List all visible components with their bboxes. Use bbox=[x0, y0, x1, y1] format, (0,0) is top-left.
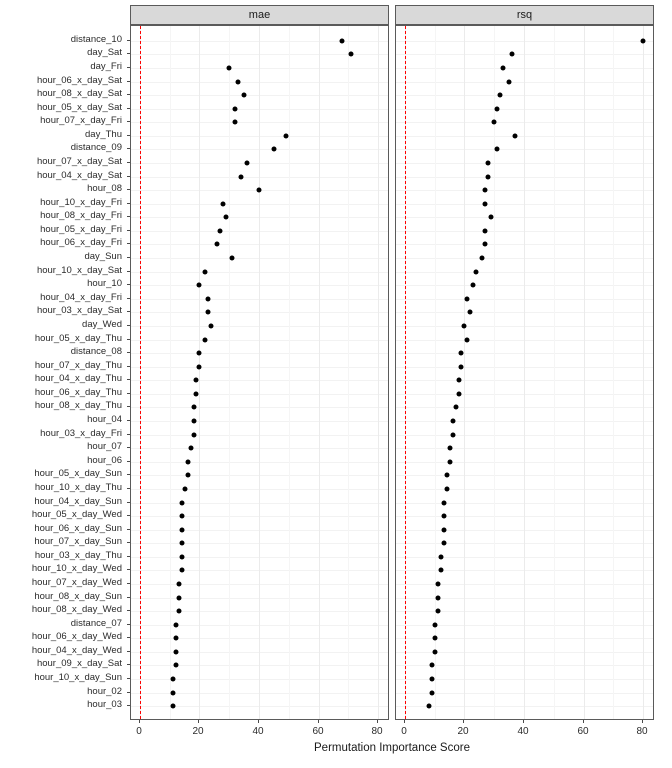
data-point bbox=[173, 622, 178, 627]
y-axis-tick bbox=[127, 474, 130, 475]
data-point bbox=[432, 636, 437, 641]
data-point bbox=[432, 649, 437, 654]
y-axis-tick bbox=[127, 230, 130, 231]
gridline-vertical-minor bbox=[289, 26, 290, 719]
facet-strip-label: rsq bbox=[395, 5, 654, 25]
y-axis-label: hour_10_x_day_Thu bbox=[34, 481, 122, 493]
data-point bbox=[206, 310, 211, 315]
y-axis-tick bbox=[127, 434, 130, 435]
y-axis-label: hour_02 bbox=[87, 685, 122, 697]
y-axis-label: hour_04_x_day_Sun bbox=[34, 495, 122, 507]
data-point bbox=[459, 351, 464, 356]
y-axis-label: hour_07_x_day_Thu bbox=[34, 359, 122, 371]
data-point bbox=[194, 391, 199, 396]
y-axis-tick bbox=[127, 135, 130, 136]
data-point bbox=[450, 432, 455, 437]
y-axis-tick bbox=[127, 121, 130, 122]
y-axis-tick bbox=[127, 148, 130, 149]
y-axis-tick bbox=[127, 352, 130, 353]
data-point bbox=[432, 622, 437, 627]
y-axis-label: hour_05_x_day_Wed bbox=[31, 509, 122, 521]
data-point bbox=[182, 486, 187, 491]
data-point bbox=[441, 541, 446, 546]
x-axis-tick bbox=[642, 720, 643, 723]
y-axis-tick bbox=[127, 705, 130, 706]
x-axis-tick-label: 20 bbox=[192, 726, 204, 737]
data-point bbox=[453, 405, 458, 410]
data-point bbox=[221, 201, 226, 206]
data-point bbox=[188, 446, 193, 451]
y-axis-label: hour_05_x_day_Thu bbox=[34, 332, 122, 344]
data-point bbox=[218, 228, 223, 233]
data-point bbox=[185, 459, 190, 464]
data-point bbox=[206, 296, 211, 301]
data-point bbox=[429, 690, 434, 695]
y-axis-tick bbox=[127, 542, 130, 543]
y-axis-label: hour_09_x_day_Sat bbox=[36, 658, 122, 670]
y-axis-tick bbox=[127, 53, 130, 54]
gridline-vertical bbox=[199, 26, 200, 719]
y-axis-label: hour_05_x_day_Sat bbox=[36, 101, 122, 113]
data-point bbox=[447, 459, 452, 464]
gridline-vertical-minor bbox=[170, 26, 171, 719]
y-axis-label: day_Fri bbox=[90, 60, 122, 72]
y-axis-label: hour_10_x_day_Wed bbox=[31, 563, 122, 575]
y-axis-tick bbox=[127, 40, 130, 41]
y-axis-tick bbox=[127, 366, 130, 367]
y-axis-label: hour_08_x_day_Sun bbox=[34, 590, 122, 602]
x-axis-tick-label: 60 bbox=[577, 726, 589, 737]
y-axis-tick bbox=[127, 257, 130, 258]
y-axis-label: hour_06_x_day_Sat bbox=[36, 74, 122, 86]
data-point bbox=[215, 242, 220, 247]
data-point bbox=[489, 215, 494, 220]
y-axis-label: hour_08_x_day_Thu bbox=[34, 400, 122, 412]
y-axis-tick bbox=[127, 189, 130, 190]
y-axis-label: distance_08 bbox=[70, 346, 122, 358]
data-point bbox=[462, 323, 467, 328]
data-point bbox=[170, 677, 175, 682]
gridline-vertical bbox=[584, 26, 585, 719]
y-axis-tick bbox=[127, 271, 130, 272]
data-point bbox=[191, 419, 196, 424]
data-point bbox=[179, 554, 184, 559]
data-point bbox=[179, 514, 184, 519]
x-axis-tick bbox=[139, 720, 140, 723]
data-point bbox=[179, 541, 184, 546]
y-axis-tick bbox=[127, 176, 130, 177]
data-point bbox=[179, 527, 184, 532]
data-point bbox=[185, 473, 190, 478]
data-point bbox=[197, 283, 202, 288]
x-axis-tick bbox=[318, 720, 319, 723]
x-axis-tick bbox=[198, 720, 199, 723]
y-axis-tick bbox=[127, 311, 130, 312]
gridline-vertical-minor bbox=[494, 26, 495, 719]
y-axis-label: day_Thu bbox=[85, 128, 122, 140]
y-axis-label: hour_07_x_day_Wed bbox=[31, 576, 122, 588]
y-axis-label: hour_10_x_day_Sun bbox=[34, 672, 122, 684]
gridline-vertical-minor bbox=[229, 26, 230, 719]
data-point bbox=[429, 663, 434, 668]
y-axis-tick bbox=[127, 447, 130, 448]
x-axis-tick bbox=[523, 720, 524, 723]
data-point bbox=[173, 649, 178, 654]
y-axis-label: hour_10_x_day_Sat bbox=[36, 264, 122, 276]
x-axis-tick bbox=[258, 720, 259, 723]
data-point bbox=[510, 52, 515, 57]
data-point bbox=[340, 38, 345, 43]
y-axis-tick bbox=[127, 488, 130, 489]
data-point bbox=[498, 93, 503, 98]
y-axis-label: hour_06_x_day_Sun bbox=[34, 522, 122, 534]
gridline-vertical bbox=[259, 26, 260, 719]
data-point bbox=[239, 174, 244, 179]
data-point bbox=[486, 174, 491, 179]
data-point bbox=[271, 147, 276, 152]
y-axis-label: hour_03_x_day_Fri bbox=[40, 427, 122, 439]
data-point bbox=[179, 568, 184, 573]
x-axis-tick-label: 40 bbox=[517, 726, 529, 737]
x-axis-tick-label: 40 bbox=[252, 726, 264, 737]
x-axis-title: Permutation Importance Score bbox=[314, 742, 470, 754]
data-point bbox=[468, 310, 473, 315]
data-point bbox=[456, 391, 461, 396]
plot-panel-rsq bbox=[395, 25, 654, 720]
data-point bbox=[450, 419, 455, 424]
data-point bbox=[426, 704, 431, 709]
data-point bbox=[176, 581, 181, 586]
facet-strip-label: mae bbox=[130, 5, 389, 25]
y-axis-tick bbox=[127, 502, 130, 503]
data-point bbox=[209, 323, 214, 328]
y-axis-tick bbox=[127, 597, 130, 598]
zero-reference-line bbox=[140, 26, 141, 719]
x-axis-tick bbox=[583, 720, 584, 723]
y-axis-label: hour_05_x_day_Sun bbox=[34, 468, 122, 480]
data-point bbox=[483, 188, 488, 193]
y-axis-tick bbox=[127, 529, 130, 530]
y-axis-tick bbox=[127, 298, 130, 299]
data-point bbox=[480, 256, 485, 261]
y-axis-tick bbox=[127, 678, 130, 679]
y-axis-tick bbox=[127, 461, 130, 462]
y-axis-tick bbox=[127, 81, 130, 82]
y-axis-tick bbox=[127, 583, 130, 584]
y-axis-tick bbox=[127, 406, 130, 407]
data-point bbox=[191, 432, 196, 437]
y-axis-tick bbox=[127, 339, 130, 340]
data-point bbox=[513, 133, 518, 138]
y-axis-label: hour_05_x_day_Fri bbox=[40, 223, 122, 235]
y-axis-label: day_Wed bbox=[82, 318, 122, 330]
data-point bbox=[495, 147, 500, 152]
y-axis-label: hour_03 bbox=[87, 699, 122, 711]
y-axis-label: hour_07_x_day_Sat bbox=[36, 156, 122, 167]
data-point bbox=[492, 120, 497, 125]
data-point bbox=[176, 595, 181, 600]
data-point bbox=[191, 405, 196, 410]
data-point bbox=[349, 52, 354, 57]
x-axis-tick bbox=[377, 720, 378, 723]
data-point bbox=[224, 215, 229, 220]
data-point bbox=[435, 595, 440, 600]
x-axis-tick-label: 80 bbox=[371, 726, 383, 737]
data-point bbox=[429, 677, 434, 682]
y-axis-tick bbox=[127, 569, 130, 570]
plot-panel-mae bbox=[130, 25, 389, 720]
data-point bbox=[173, 636, 178, 641]
y-axis-tick bbox=[127, 216, 130, 217]
y-axis-tick bbox=[127, 203, 130, 204]
data-point bbox=[507, 79, 512, 84]
data-point bbox=[176, 609, 181, 614]
y-axis-label: hour_08 bbox=[87, 183, 122, 195]
data-point bbox=[438, 568, 443, 573]
data-point bbox=[435, 609, 440, 614]
y-axis-tick bbox=[127, 664, 130, 665]
x-axis-tick-label: 20 bbox=[457, 726, 469, 737]
y-axis-tick bbox=[127, 108, 130, 109]
zero-reference-line bbox=[405, 26, 406, 719]
y-axis-tick bbox=[127, 67, 130, 68]
y-axis-label: hour_04_x_day_Sat bbox=[36, 169, 122, 181]
gridline-vertical-minor bbox=[348, 26, 349, 719]
y-axis-label: hour_04_x_day_Wed bbox=[31, 644, 122, 656]
y-axis-label: day_Sat bbox=[87, 47, 122, 59]
y-axis-label: hour_04_x_day_Thu bbox=[34, 373, 122, 385]
y-axis-label: day_Sun bbox=[84, 251, 122, 263]
y-axis-label: hour_03_x_day_Sat bbox=[36, 305, 122, 317]
x-axis-tick-label: 60 bbox=[312, 726, 324, 737]
gridline-vertical bbox=[643, 26, 644, 719]
y-axis-label: hour_08_x_day_Sat bbox=[36, 88, 122, 100]
y-axis-tick bbox=[127, 393, 130, 394]
y-axis-tick bbox=[127, 624, 130, 625]
y-axis-label: distance_07 bbox=[70, 617, 122, 629]
data-point bbox=[459, 364, 464, 369]
data-point bbox=[501, 65, 506, 70]
data-point bbox=[245, 161, 250, 166]
data-point bbox=[441, 527, 446, 532]
gridline-vertical-minor bbox=[554, 26, 555, 719]
y-axis-label: hour_06_x_day_Thu bbox=[34, 386, 122, 398]
data-point bbox=[236, 79, 241, 84]
data-point bbox=[474, 269, 479, 274]
data-point bbox=[170, 704, 175, 709]
y-axis-tick bbox=[127, 651, 130, 652]
x-axis-tick bbox=[404, 720, 405, 723]
x-axis-tick-label: 0 bbox=[136, 726, 142, 737]
y-axis-label: hour_10_x_day_Fri bbox=[40, 196, 122, 208]
data-point bbox=[197, 351, 202, 356]
data-point bbox=[641, 38, 646, 43]
y-axis-tick bbox=[127, 284, 130, 285]
data-point bbox=[233, 120, 238, 125]
y-axis-tick bbox=[127, 637, 130, 638]
x-axis-tick-label: 0 bbox=[401, 726, 407, 737]
data-point bbox=[483, 242, 488, 247]
data-point bbox=[465, 337, 470, 342]
gridline-vertical-minor bbox=[435, 26, 436, 719]
data-point bbox=[441, 500, 446, 505]
data-point bbox=[230, 256, 235, 261]
data-point bbox=[242, 93, 247, 98]
y-axis-label: hour_06_x_day_Fri bbox=[40, 237, 122, 249]
y-axis-label: hour_06_x_day_Wed bbox=[31, 631, 122, 643]
y-axis-tick bbox=[127, 379, 130, 380]
y-axis-tick bbox=[127, 243, 130, 244]
data-point bbox=[483, 201, 488, 206]
data-point bbox=[495, 106, 500, 111]
y-axis-label: hour_03_x_day_Thu bbox=[34, 549, 122, 561]
y-axis-tick bbox=[127, 325, 130, 326]
gridline-vertical bbox=[524, 26, 525, 719]
y-axis-label: hour_10 bbox=[87, 278, 122, 290]
data-point bbox=[486, 161, 491, 166]
y-axis-tick bbox=[127, 94, 130, 95]
y-axis-label: distance_10 bbox=[70, 33, 122, 45]
y-axis-label: hour_06 bbox=[87, 454, 122, 466]
data-point bbox=[483, 228, 488, 233]
data-point bbox=[233, 106, 238, 111]
y-axis-label: hour_07_x_day_Sun bbox=[34, 536, 122, 548]
x-axis-tick bbox=[463, 720, 464, 723]
data-point bbox=[257, 188, 262, 193]
data-point bbox=[179, 500, 184, 505]
y-axis-label: hour_04_x_day_Fri bbox=[40, 291, 122, 303]
data-point bbox=[435, 581, 440, 586]
y-axis-tick bbox=[127, 515, 130, 516]
data-point bbox=[203, 337, 208, 342]
gridline-vertical bbox=[319, 26, 320, 719]
gridline-vertical bbox=[378, 26, 379, 719]
y-axis-tick bbox=[127, 162, 130, 163]
data-point bbox=[471, 283, 476, 288]
data-point bbox=[465, 296, 470, 301]
data-point bbox=[227, 65, 232, 70]
data-point bbox=[438, 554, 443, 559]
data-point bbox=[203, 269, 208, 274]
data-point bbox=[197, 364, 202, 369]
y-axis-label: hour_08_x_day_Wed bbox=[31, 604, 122, 616]
y-axis-label: distance_09 bbox=[70, 142, 122, 154]
data-point bbox=[170, 690, 175, 695]
y-axis-label: hour_04 bbox=[87, 414, 122, 426]
data-point bbox=[447, 446, 452, 451]
x-axis-tick-label: 80 bbox=[636, 726, 648, 737]
y-axis-tick bbox=[127, 610, 130, 611]
gridline-vertical-minor bbox=[613, 26, 614, 719]
data-point bbox=[173, 663, 178, 668]
data-point bbox=[194, 378, 199, 383]
y-axis-tick bbox=[127, 556, 130, 557]
y-axis-label: hour_07_x_day_Fri bbox=[40, 115, 122, 127]
data-point bbox=[456, 378, 461, 383]
data-point bbox=[444, 473, 449, 478]
y-axis-label: hour_07 bbox=[87, 441, 122, 453]
y-axis-tick bbox=[127, 420, 130, 421]
y-axis-tick bbox=[127, 692, 130, 693]
gridline-vertical bbox=[464, 26, 465, 719]
data-point bbox=[444, 486, 449, 491]
data-point bbox=[441, 514, 446, 519]
data-point bbox=[283, 133, 288, 138]
y-axis-label: hour_08_x_day_Fri bbox=[40, 210, 122, 222]
